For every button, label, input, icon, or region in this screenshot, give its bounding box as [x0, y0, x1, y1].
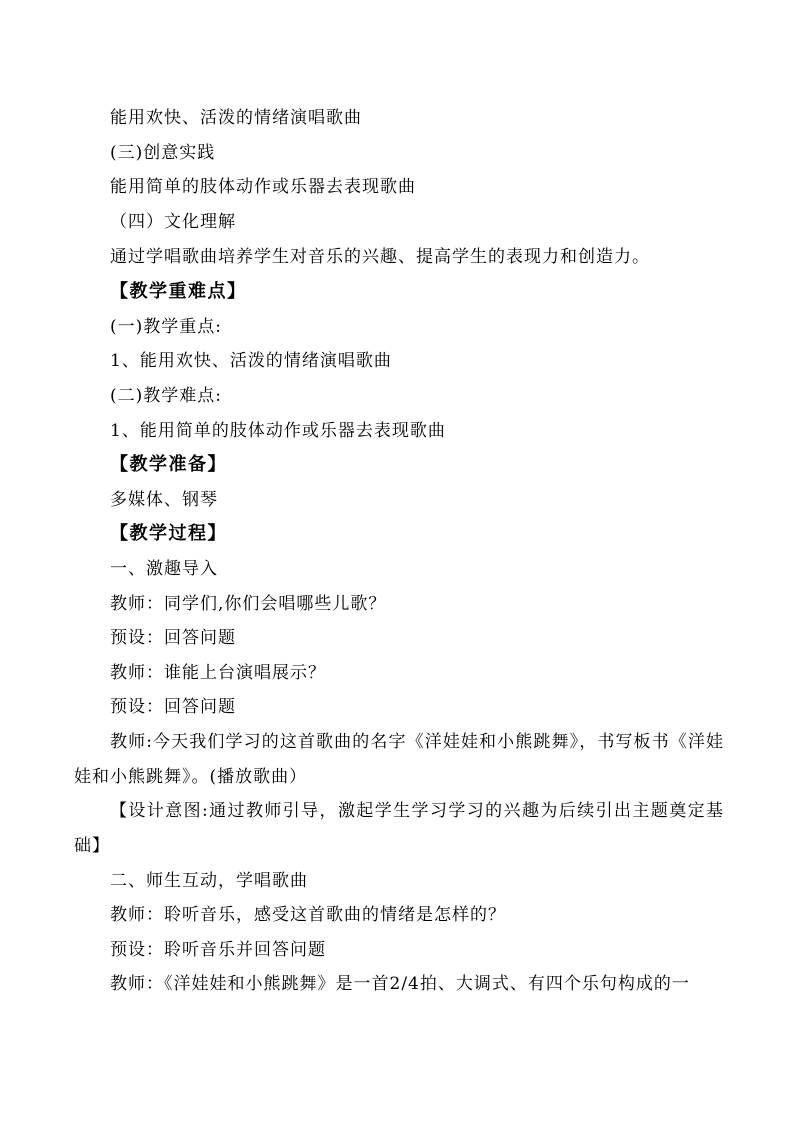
preparation-items: 多媒体、钢琴 — [110, 490, 218, 510]
section-culture: （四）文化理解 — [110, 212, 236, 232]
section-creative-practice: (三)创意实践 — [110, 143, 216, 163]
expected-answer-3: 预设：聆听音乐并回答问题 — [110, 940, 326, 960]
teacher-question-2: 教师：谁能上台演唱展示？ — [110, 663, 326, 683]
teacher-song-description: 教师：《洋娃娃和小熊跳舞》是一首2/4拍、大调式、有四个乐句构成的一 — [110, 974, 690, 994]
expected-answer-2: 预设：回答问题 — [110, 697, 236, 717]
subheading-difficult: (二)教学难点: — [110, 386, 222, 406]
heading-process: 【教学过程】 — [110, 523, 227, 544]
expected-answer-1: 预设：回答问题 — [110, 628, 236, 648]
step-2-title: 二、师生互动，学唱歌曲 — [110, 871, 308, 891]
heading-key-points: 【教学重难点】 — [110, 281, 247, 302]
heading-preparation: 【教学准备】 — [110, 454, 227, 475]
key-point-1: 1、能用欢快、活泼的情绪演唱歌曲 — [110, 351, 392, 371]
objective-creative: 能用简单的肢体动作或乐器去表现歌曲 — [110, 177, 416, 197]
teacher-intro-paragraph: 教师:今天我们学习的这首歌曲的名字《洋娃娃和小熊跳舞》，书写板书《洋娃娃和小熊跳舞》。(播放歌曲） — [74, 732, 724, 787]
objective-culture: 通过学唱歌曲培养学生对音乐的兴趣、提高学生的表现力和创造力。 — [110, 247, 650, 267]
subheading-key: (一)教学重点: — [110, 317, 222, 337]
difficult-point-1: 1、能用简单的肢体动作或乐器去表现歌曲 — [110, 421, 446, 441]
teacher-question-3: 教师：聆听音乐，感受这首歌曲的情绪是怎样的？ — [110, 905, 506, 925]
design-intent-paragraph: 【设计意图:通过教师引导，激起学生学习学习的兴趣为后续引出主题奠定基础】 — [74, 801, 724, 856]
objective-emotion: 能用欢快、活泼的情绪演唱歌曲 — [110, 108, 362, 128]
teacher-question-1: 教师：同学们,你们会唱哪些儿歌？ — [110, 594, 387, 614]
step-1-title: 一、激趣导入 — [110, 559, 218, 579]
